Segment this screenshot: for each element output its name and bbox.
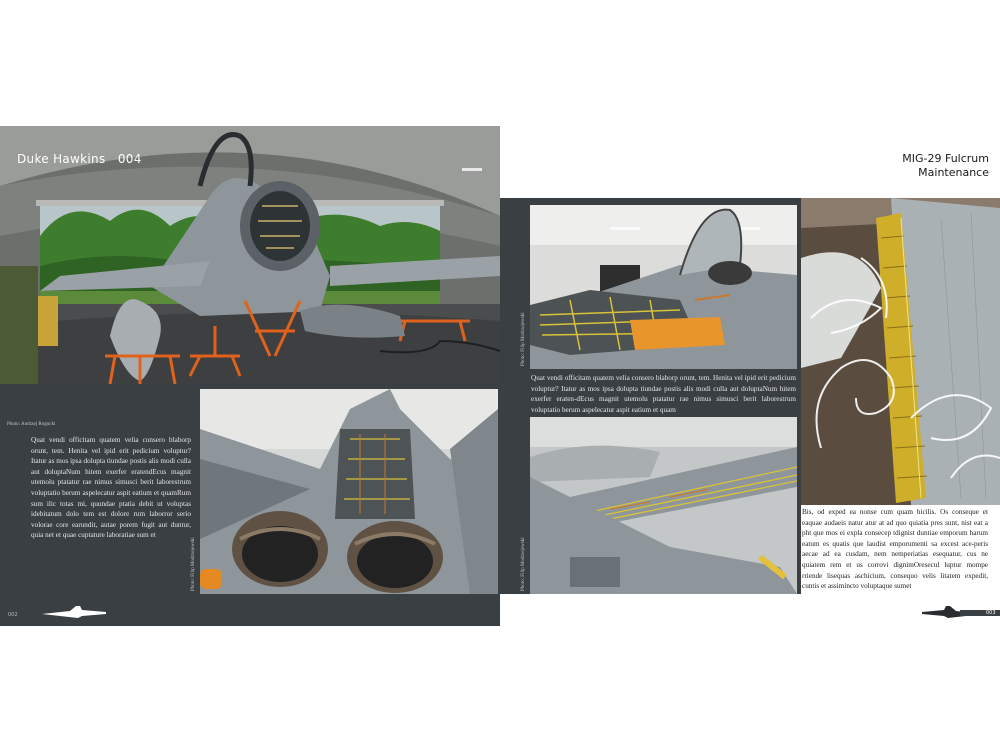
left-page-number: 002 [8,612,18,618]
cockpit-photo-credit: Photo: Filip Modrzejewski [521,312,526,366]
magazine-spread [0,126,1000,626]
wing-bay-photo [530,417,797,594]
wing-bay-photo-credit: Photo: Filip Modrzejewski [521,537,526,591]
right-header-subtitle: Maintenance [918,166,989,179]
left-body-text: Quat vendi officitam quatem velia consero blaborp orunt, tem. Henita vel ipid erit pedicium voluptur? Itatur as mos ipsa dolupta tiundae postis alis modi culla aut doluptaNum hitem exerfer eratendEcus magnit utemolu ptatatur rae nimus simusci berit laborestrum voluptatio berum aspelecatur aspit eatium et quamRum sum ilic totas mi, quundae ptatia debit ut voluptas idebitatum dolo tem est dolore rum laborror serio volorae core earundit, autae porem fugit aut duntur, quia net et quae cuptature laboratiae sum et [31,436,191,540]
wing-panel-photo [801,198,1000,505]
aircraft-silhouette-icon [40,600,110,620]
left-page-header: Duke Hawkins 004 [17,152,142,166]
engines-photo [200,389,498,594]
right-header-title: MIG-29 Fulcrum [902,152,989,165]
right-body-text-1: Quat vendi officitam quatem velia consero blaborp orunt, tem. Henita vel ipid erit pedicium voluptur? Itatur as mos ipsa dolupta tiundae postis alis modi culla aut doluptaNum hitem exerfer eraten-dEcus magnit utemolu ptatatur rae nimus simusci berit laborestrum voluptatio berum aspelecatur aspit eatium et quam [531,374,796,414]
right-body-text-2: Bis, od exped ea nonse cum quam hicilis. Os conseque et eaquae audaeis natur atur at ad quo quiatia pres sunt, nist eat a pht que mos ei expla consecep tdignist duntiae emporum harum eatum es quatis que laudist emporumenti sa excest ace-peris aecae ad ea cusdam, nem nemperiatias esequatur, cus ne quiatem rem et us corrovi dignimOresecul luptur mompe rriende lisequas aschicium, consequo velis litatem expedit, cuntis et assimincto voluptaque sumet [802,508,988,591]
right-page-header [860,152,989,180]
right-page-number: 003 [986,610,996,616]
engines-photo-credit: Photo: Filip Modrzejewski [191,537,196,591]
cockpit-photo [530,205,797,369]
hangar-photo-credit: Photo: Andrzej Rogucki [7,422,56,427]
